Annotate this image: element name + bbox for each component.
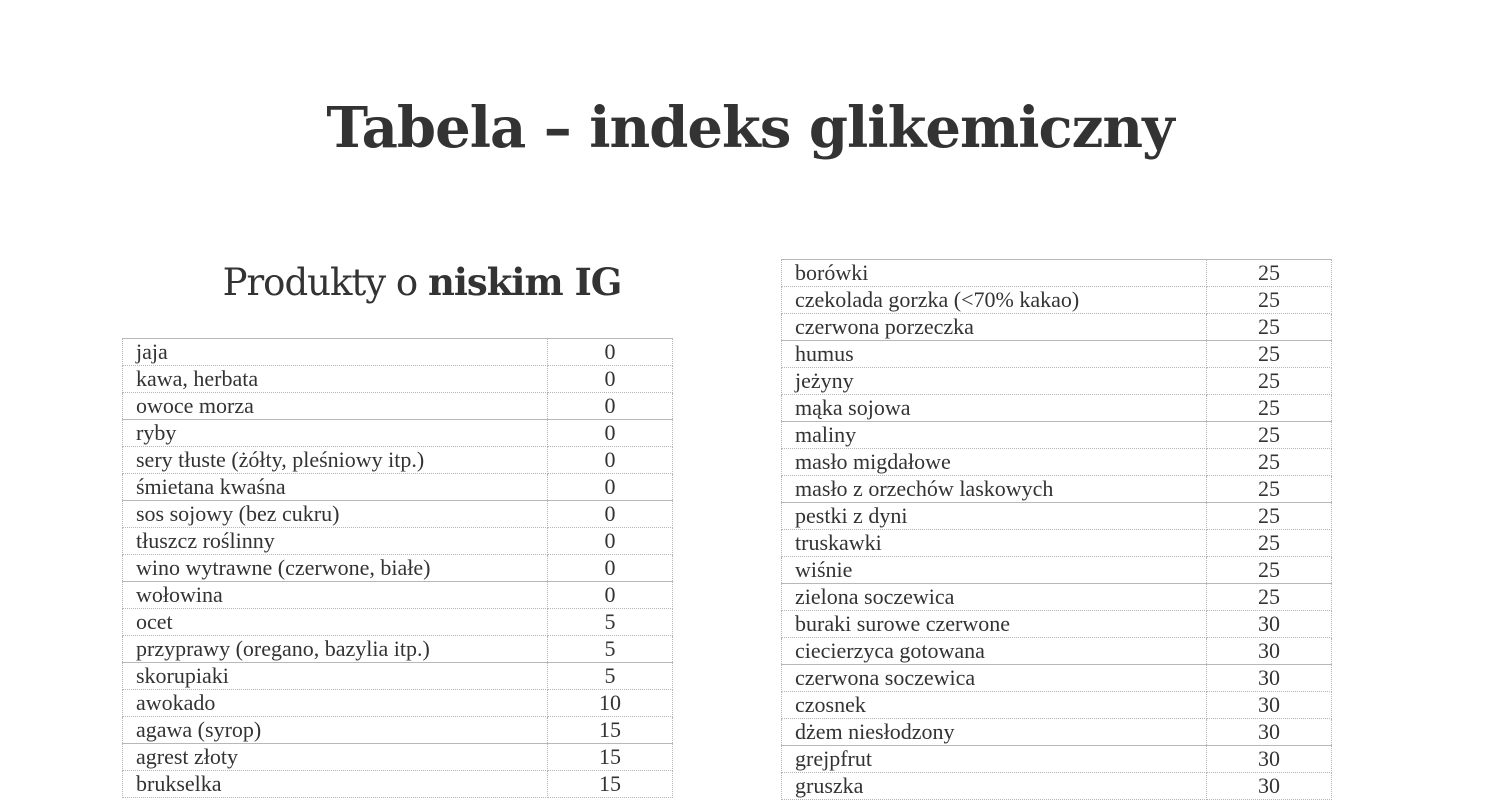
product-name-cell: sos sojowy (bez cukru) xyxy=(123,501,548,528)
table-row xyxy=(123,474,673,501)
gi-value-cell: 0 xyxy=(548,555,673,582)
product-name-cell: czekolada gorzka (<70% kakao) xyxy=(782,287,1207,314)
table-row xyxy=(782,719,1332,746)
table-row xyxy=(782,611,1332,638)
table-row xyxy=(123,609,673,636)
gi-value-cell: 25 xyxy=(1207,503,1332,530)
table-row xyxy=(123,555,673,582)
product-name-cell: owoce morza xyxy=(123,393,548,420)
gi-value-cell: 30 xyxy=(1207,638,1332,665)
gi-value-cell: 0 xyxy=(548,447,673,474)
table-row xyxy=(782,341,1332,368)
product-name-cell: awokado xyxy=(123,690,548,717)
gi-value-cell: 0 xyxy=(548,582,673,609)
table-row xyxy=(123,447,673,474)
product-name-cell: ryby xyxy=(123,420,548,447)
gi-value-cell: 25 xyxy=(1207,368,1332,395)
gi-value-cell: 0 xyxy=(548,339,673,366)
table-row xyxy=(123,501,673,528)
product-name-cell: wołowina xyxy=(123,582,548,609)
table-row xyxy=(123,690,673,717)
table-row xyxy=(782,395,1332,422)
section-heading xyxy=(122,256,722,309)
table-row xyxy=(123,393,673,420)
product-name-cell: czerwona porzeczka xyxy=(782,314,1207,341)
product-name-cell: truskawki xyxy=(782,530,1207,557)
product-name-cell: buraki surowe czerwone xyxy=(782,611,1207,638)
section-heading-prefix: Produkty o xyxy=(222,261,428,304)
gi-value-cell: 5 xyxy=(548,609,673,636)
gi-value-cell: 30 xyxy=(1207,746,1332,773)
section-heading-emphasis: niskim IG xyxy=(427,260,622,304)
table-row xyxy=(782,692,1332,719)
product-name-cell: gruszka xyxy=(782,773,1207,800)
product-name-cell: jeżyny xyxy=(782,368,1207,395)
table-row xyxy=(782,746,1332,773)
table-row xyxy=(782,530,1332,557)
product-name-cell: ciecierzyca gotowana xyxy=(782,638,1207,665)
table-row xyxy=(782,314,1332,341)
table-row xyxy=(782,773,1332,800)
table-row xyxy=(782,422,1332,449)
gi-value-cell: 25 xyxy=(1207,395,1332,422)
gi-value-cell: 30 xyxy=(1207,611,1332,638)
gi-value-cell: 0 xyxy=(548,420,673,447)
table-row xyxy=(782,287,1332,314)
gi-value-cell: 25 xyxy=(1207,260,1332,287)
gi-value-cell: 0 xyxy=(548,393,673,420)
product-name-cell: czosnek xyxy=(782,692,1207,719)
table-row xyxy=(123,339,673,366)
gi-value-cell: 25 xyxy=(1207,341,1332,368)
product-name-cell: skorupiaki xyxy=(123,663,548,690)
table-row xyxy=(123,528,673,555)
gi-value-cell: 25 xyxy=(1207,287,1332,314)
product-name-cell: jaja xyxy=(123,339,548,366)
gi-value-cell: 15 xyxy=(548,717,673,744)
product-name-cell: mąka sojowa xyxy=(782,395,1207,422)
table-row xyxy=(782,557,1332,584)
table-row xyxy=(123,420,673,447)
table-row xyxy=(782,665,1332,692)
table-row xyxy=(782,449,1332,476)
product-name-cell: masło z orzechów laskowych xyxy=(782,476,1207,503)
gi-value-cell: 15 xyxy=(548,771,673,798)
gi-value-cell: 0 xyxy=(548,366,673,393)
product-name-cell: ocet xyxy=(123,609,548,636)
page-title: Tabela – indeks glikemiczny xyxy=(326,95,1174,161)
gi-value-cell: 25 xyxy=(1207,557,1332,584)
table-row xyxy=(782,260,1332,287)
table-row xyxy=(123,366,673,393)
low-gi-table-right xyxy=(781,259,1332,800)
product-name-cell: agrest złoty xyxy=(123,744,548,771)
table-row xyxy=(782,638,1332,665)
product-name-cell: śmietana kwaśna xyxy=(123,474,548,501)
gi-value-cell: 25 xyxy=(1207,314,1332,341)
gi-value-cell: 25 xyxy=(1207,584,1332,611)
product-name-cell: sery tłuste (żółty, pleśniowy itp.) xyxy=(123,447,548,474)
gi-value-cell: 10 xyxy=(548,690,673,717)
gi-value-cell: 5 xyxy=(548,636,673,663)
gi-value-cell: 15 xyxy=(548,744,673,771)
product-name-cell: wiśnie xyxy=(782,557,1207,584)
product-name-cell: grejpfrut xyxy=(782,746,1207,773)
table-row xyxy=(123,744,673,771)
gi-value-cell: 30 xyxy=(1207,692,1332,719)
table-row xyxy=(782,368,1332,395)
product-name-cell: agawa (syrop) xyxy=(123,717,548,744)
product-name-cell: tłuszcz roślinny xyxy=(123,528,548,555)
gi-value-cell: 5 xyxy=(548,663,673,690)
low-gi-table-left xyxy=(122,338,673,798)
gi-value-cell: 30 xyxy=(1207,773,1332,800)
gi-value-cell: 25 xyxy=(1207,449,1332,476)
product-name-cell: dżem niesłodzony xyxy=(782,719,1207,746)
gi-value-cell: 0 xyxy=(548,501,673,528)
product-name-cell: wino wytrawne (czerwone, białe) xyxy=(123,555,548,582)
product-name-cell: pestki z dyni xyxy=(782,503,1207,530)
gi-value-cell: 0 xyxy=(548,474,673,501)
table-row xyxy=(123,582,673,609)
table-row xyxy=(782,584,1332,611)
product-name-cell: brukselka xyxy=(123,771,548,798)
product-name-cell: kawa, herbata xyxy=(123,366,548,393)
product-name-cell: maliny xyxy=(782,422,1207,449)
product-name-cell: borówki xyxy=(782,260,1207,287)
table-row xyxy=(123,636,673,663)
table-row xyxy=(782,476,1332,503)
gi-value-cell: 0 xyxy=(548,528,673,555)
table-row xyxy=(123,663,673,690)
gi-value-cell: 30 xyxy=(1207,665,1332,692)
gi-value-cell: 25 xyxy=(1207,476,1332,503)
table-row xyxy=(123,717,673,744)
product-name-cell: czerwona soczewica xyxy=(782,665,1207,692)
product-name-cell: zielona soczewica xyxy=(782,584,1207,611)
gi-value-cell: 25 xyxy=(1207,530,1332,557)
gi-value-cell: 30 xyxy=(1207,719,1332,746)
product-name-cell: humus xyxy=(782,341,1207,368)
table-row xyxy=(782,503,1332,530)
product-name-cell: masło migdałowe xyxy=(782,449,1207,476)
product-name-cell: przyprawy (oregano, bazylia itp.) xyxy=(123,636,548,663)
table-row xyxy=(123,771,673,798)
gi-value-cell: 25 xyxy=(1207,422,1332,449)
